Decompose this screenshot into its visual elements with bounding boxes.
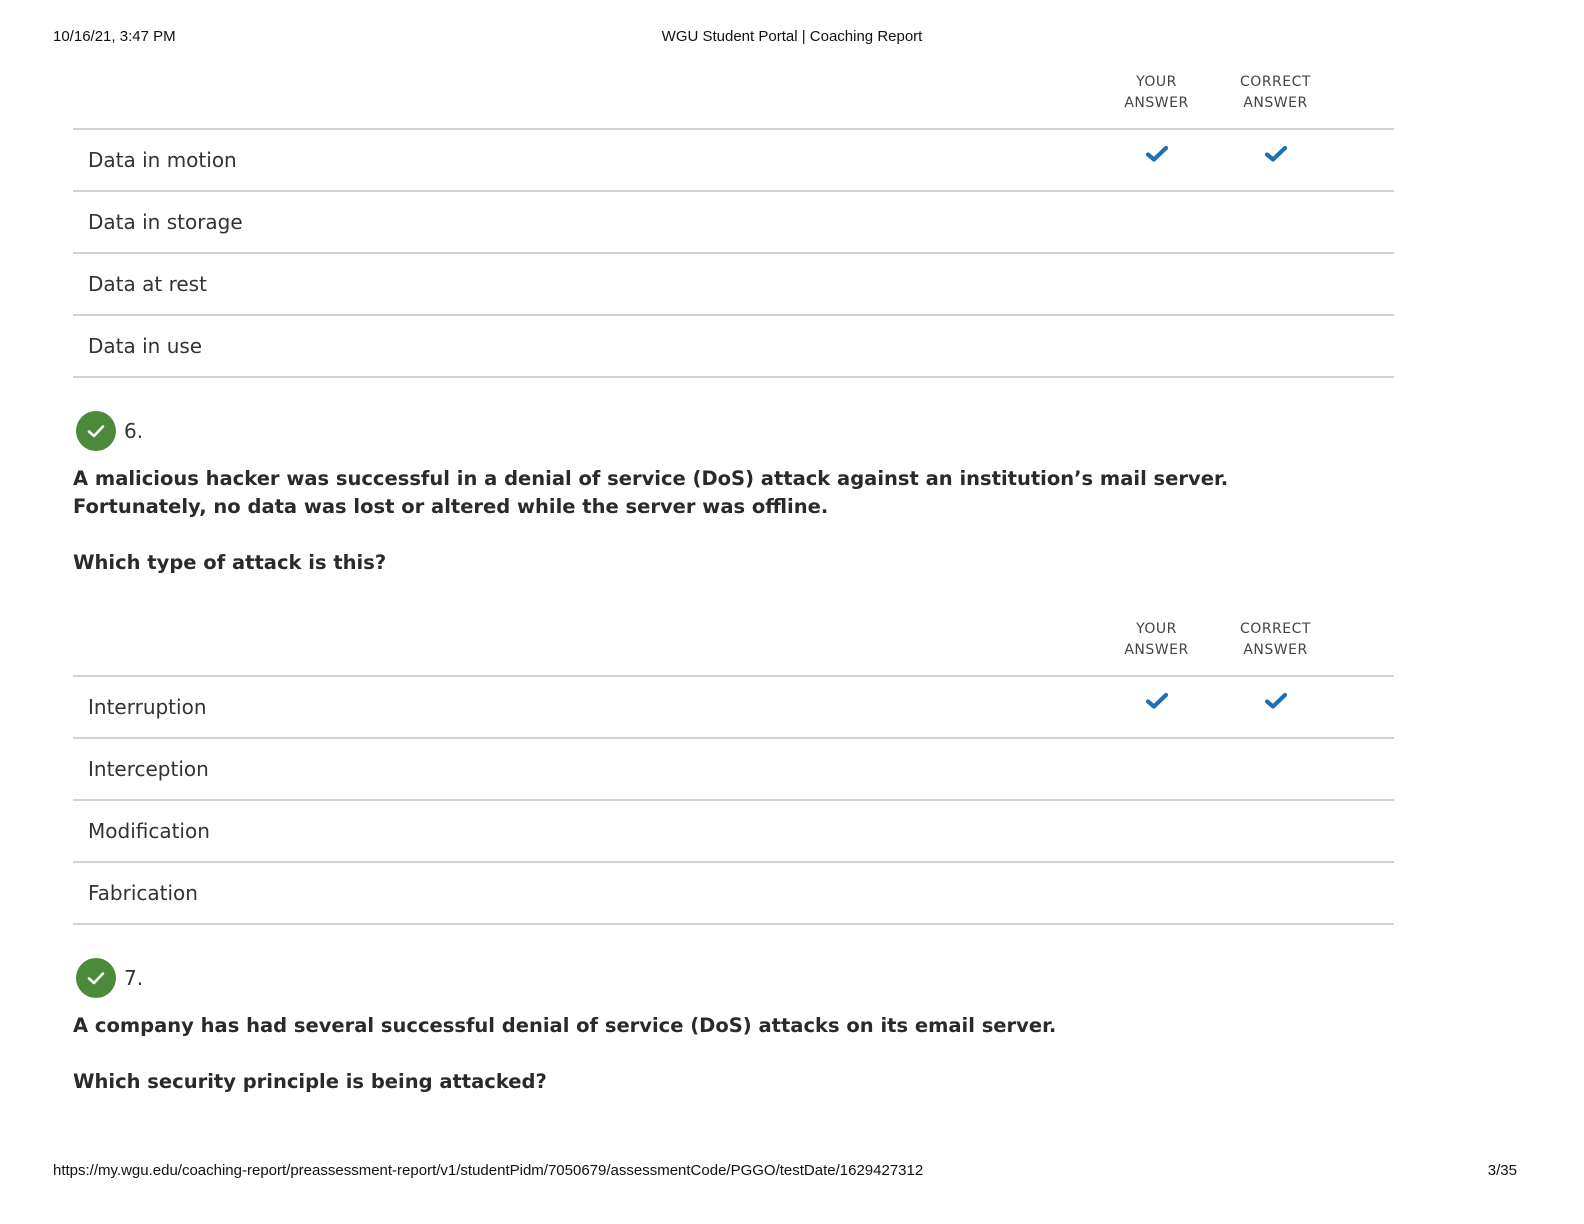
correct-answer-cell (1216, 129, 1335, 191)
print-title: WGU Student Portal | Coaching Report (661, 28, 923, 45)
correct-answer-cell (1216, 191, 1335, 253)
table-spacer (1335, 676, 1394, 738)
your-answer-header: YOUR ANSWER (1097, 617, 1216, 676)
answer-row (73, 676, 1394, 738)
answer-row (73, 253, 1394, 315)
answer-row (73, 315, 1394, 377)
correct-answer-cell (1216, 862, 1335, 924)
correct-answer-header: CORRECT ANSWER (1216, 617, 1335, 676)
question-header (73, 410, 1394, 452)
table-spacer (1335, 253, 1394, 315)
page-number: 3/35 (1487, 1162, 1517, 1179)
print-header (53, 28, 1531, 50)
your-answer-cell (1097, 253, 1216, 315)
question-text: A malicious hacker was successful in a denial of service (DoS) attack against an institution’s mail server. Fortunately, no data was lost or altered while the server was offline. (73, 467, 1229, 518)
answer-table-q5 (73, 70, 1394, 378)
option-text: Interruption (73, 676, 1097, 738)
your-answer-header: YOUR ANSWER (1097, 70, 1216, 129)
table-spacer (1335, 70, 1394, 129)
correct-answer-cell (1216, 800, 1335, 862)
checkmark-icon (1265, 145, 1287, 163)
checkmark-icon (1265, 692, 1287, 710)
option-text: Data in motion (73, 129, 1097, 191)
check-circle-icon (76, 411, 116, 451)
your-answer-cell (1097, 191, 1216, 253)
question-prompt: Which security principle is being attacked? (73, 1070, 547, 1093)
answer-row (73, 862, 1394, 924)
table-spacer (1335, 191, 1394, 253)
correct-answer-cell (1216, 738, 1335, 800)
report-content (73, 70, 1394, 1096)
question-number: 7. (124, 966, 144, 990)
answer-row (73, 738, 1394, 800)
page-url: https://my.wgu.edu/coaching-report/preassessment-report/v1/studentPidm/7050679/assessmentCode/PGGO/testDate/1629427312 (53, 1162, 924, 1179)
answer-row (73, 800, 1394, 862)
correct-answer-cell (1216, 253, 1335, 315)
your-answer-cell (1097, 315, 1216, 377)
question-header (73, 957, 1394, 999)
table-spacer (1335, 800, 1394, 862)
option-text: Interception (73, 738, 1097, 800)
answer-table-q6 (73, 617, 1394, 925)
your-answer-cell (1097, 129, 1216, 191)
question-text: A company has had several successful denial of service (DoS) attacks on its email server. (73, 1014, 1057, 1037)
question-prompt: Which type of attack is this? (73, 551, 387, 574)
table-spacer (1335, 738, 1394, 800)
answer-row (73, 191, 1394, 253)
answer-row (73, 129, 1394, 191)
table-spacer (1335, 315, 1394, 377)
correct-answer-cell (1216, 676, 1335, 738)
your-answer-cell (1097, 676, 1216, 738)
your-answer-cell (1097, 738, 1216, 800)
your-answer-cell (1097, 862, 1216, 924)
option-text: Fabrication (73, 862, 1097, 924)
spacer (73, 577, 1394, 617)
your-answer-cell (1097, 800, 1216, 862)
checkmark-icon (1146, 145, 1168, 163)
option-text: Data in use (73, 315, 1097, 377)
option-text: Data in storage (73, 191, 1097, 253)
table-spacer (1335, 617, 1394, 676)
correct-answer-cell (1216, 315, 1335, 377)
option-text: Modification (73, 800, 1097, 862)
check-circle-icon (76, 958, 116, 998)
option-column-header (73, 70, 1097, 129)
checkmark-icon (1146, 692, 1168, 710)
answer-table-header (73, 617, 1394, 676)
question-number: 6. (124, 419, 144, 443)
answer-table-header (73, 70, 1394, 129)
correct-answer-header: CORRECT ANSWER (1216, 70, 1335, 129)
option-column-header (73, 617, 1097, 676)
option-text: Data at rest (73, 253, 1097, 315)
print-datetime: 10/16/21, 3:47 PM (53, 28, 176, 45)
table-spacer (1335, 129, 1394, 191)
print-footer (53, 1162, 1531, 1184)
table-spacer (1335, 862, 1394, 924)
